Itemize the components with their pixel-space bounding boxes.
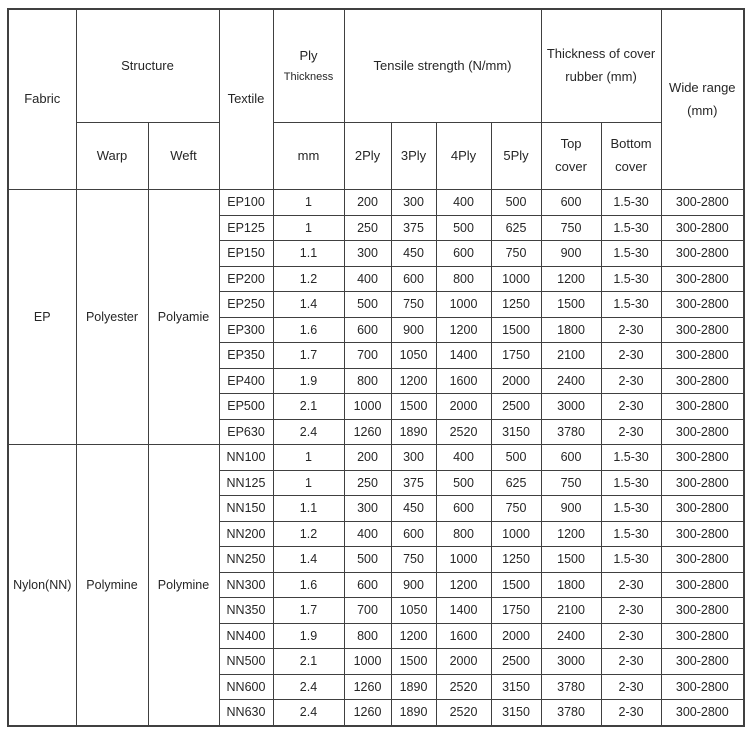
textile-cell: EP400 [219, 368, 273, 394]
top-cover-cell: 900 [541, 241, 601, 267]
wide-range-cell: 300-2800 [661, 623, 744, 649]
ply-thickness-cell: 2.4 [273, 674, 344, 700]
textile-cell: EP630 [219, 419, 273, 445]
2ply-cell: 200 [344, 445, 391, 471]
ply-thickness-line1: Ply [299, 48, 318, 63]
3ply-cell: 1050 [391, 343, 436, 369]
wide-range-cell: 300-2800 [661, 470, 744, 496]
3ply-cell: 450 [391, 496, 436, 522]
3ply-cell: 750 [391, 292, 436, 318]
ply-thickness-cell: 1.4 [273, 547, 344, 573]
textile-cell: NN100 [219, 445, 273, 471]
bottom-cover-cell: 2-30 [601, 572, 661, 598]
col-header-warp: Warp [76, 123, 148, 190]
textile-cell: NN150 [219, 496, 273, 522]
bottom-cover-cell: 2-30 [601, 700, 661, 726]
3ply-cell: 900 [391, 572, 436, 598]
4ply-cell: 1000 [436, 292, 491, 318]
top-cover-cell: 3780 [541, 674, 601, 700]
4ply-cell: 1200 [436, 317, 491, 343]
5ply-cell: 2000 [491, 368, 541, 394]
top-cover-cell: 1800 [541, 317, 601, 343]
5ply-cell: 500 [491, 190, 541, 216]
ply-thickness-cell: 1 [273, 190, 344, 216]
bottom-cover-cell: 1.5-30 [601, 292, 661, 318]
wide-range-cell: 300-2800 [661, 394, 744, 420]
col-header-ply-thickness [273, 9, 344, 123]
4ply-cell: 2520 [436, 700, 491, 726]
top-cover-cell: 750 [541, 215, 601, 241]
4ply-cell: 1200 [436, 572, 491, 598]
col-header-4ply: 4Ply [436, 123, 491, 190]
3ply-cell: 300 [391, 445, 436, 471]
top-cover-cell: 3000 [541, 649, 601, 675]
ply-thickness-cell: 2.1 [273, 649, 344, 675]
wide-range-cell: 300-2800 [661, 547, 744, 573]
bottom-cover-line2: cover [615, 159, 647, 174]
textile-cell: EP500 [219, 394, 273, 420]
4ply-cell: 400 [436, 445, 491, 471]
4ply-cell: 600 [436, 241, 491, 267]
2ply-cell: 700 [344, 343, 391, 369]
top-cover-cell: 2400 [541, 623, 601, 649]
wide-range-cell: 300-2800 [661, 241, 744, 267]
ply-thickness-cell: 1.4 [273, 292, 344, 318]
bottom-cover-cell: 2-30 [601, 598, 661, 624]
bottom-cover-cell: 2-30 [601, 419, 661, 445]
textile-cell: EP250 [219, 292, 273, 318]
ply-thickness-cell: 2.4 [273, 700, 344, 726]
bottom-cover-cell: 1.5-30 [601, 521, 661, 547]
2ply-cell: 400 [344, 266, 391, 292]
2ply-cell: 1260 [344, 674, 391, 700]
3ply-cell: 375 [391, 215, 436, 241]
2ply-cell: 500 [344, 547, 391, 573]
5ply-cell: 1500 [491, 317, 541, 343]
bottom-cover-cell: 1.5-30 [601, 496, 661, 522]
4ply-cell: 2000 [436, 649, 491, 675]
2ply-cell: 800 [344, 623, 391, 649]
5ply-cell: 625 [491, 215, 541, 241]
col-header-5ply: 5Ply [491, 123, 541, 190]
4ply-cell: 800 [436, 521, 491, 547]
top-cover-cell: 1800 [541, 572, 601, 598]
ply-thickness-cell: 1.6 [273, 317, 344, 343]
weft-group-cell: Polyamie [148, 190, 219, 445]
5ply-cell: 1250 [491, 292, 541, 318]
wide-range-cell: 300-2800 [661, 419, 744, 445]
4ply-cell: 1400 [436, 343, 491, 369]
ply-thickness-cell: 1.2 [273, 521, 344, 547]
ply-thickness-line2: Thickness [283, 70, 334, 83]
col-header-wide-range [661, 9, 744, 190]
textile-cell: NN200 [219, 521, 273, 547]
5ply-cell: 3150 [491, 700, 541, 726]
fabric-group-cell: Nylon(NN) [8, 445, 76, 726]
ply-thickness-cell: 2.1 [273, 394, 344, 420]
top-cover-cell: 3780 [541, 700, 601, 726]
2ply-cell: 250 [344, 215, 391, 241]
bottom-cover-cell: 2-30 [601, 623, 661, 649]
ply-thickness-cell: 1.2 [273, 266, 344, 292]
top-cover-cell: 1500 [541, 292, 601, 318]
4ply-cell: 1600 [436, 368, 491, 394]
5ply-cell: 750 [491, 241, 541, 267]
3ply-cell: 750 [391, 547, 436, 573]
4ply-cell: 800 [436, 266, 491, 292]
bottom-cover-cell: 2-30 [601, 674, 661, 700]
textile-cell: NN125 [219, 470, 273, 496]
3ply-cell: 1890 [391, 419, 436, 445]
col-header-tensile-strength: Tensile strength (N/mm) [344, 9, 541, 123]
col-header-mm-unit: mm [273, 123, 344, 190]
warp-group-cell: Polymine [76, 445, 148, 726]
2ply-cell: 300 [344, 241, 391, 267]
2ply-cell: 700 [344, 598, 391, 624]
4ply-cell: 600 [436, 496, 491, 522]
textile-cell: EP350 [219, 343, 273, 369]
2ply-cell: 1000 [344, 394, 391, 420]
4ply-cell: 2520 [436, 674, 491, 700]
wide-range-cell: 300-2800 [661, 317, 744, 343]
cover-rubber-line1: Thickness of cover [546, 46, 656, 62]
3ply-cell: 300 [391, 190, 436, 216]
table-body [8, 190, 744, 726]
col-header-weft: Weft [148, 123, 219, 190]
3ply-cell: 1200 [391, 623, 436, 649]
top-cover-cell: 600 [541, 445, 601, 471]
col-header-3ply: 3Ply [391, 123, 436, 190]
wide-range-cell: 300-2800 [661, 215, 744, 241]
2ply-cell: 500 [344, 292, 391, 318]
3ply-cell: 1500 [391, 394, 436, 420]
3ply-cell: 1890 [391, 700, 436, 726]
ply-thickness-cell: 1 [273, 215, 344, 241]
ply-thickness-cell: 1.9 [273, 623, 344, 649]
2ply-cell: 600 [344, 572, 391, 598]
top-cover-cell: 1500 [541, 547, 601, 573]
5ply-cell: 1250 [491, 547, 541, 573]
top-cover-cell: 600 [541, 190, 601, 216]
wide-range-cell: 300-2800 [661, 572, 744, 598]
bottom-cover-cell: 2-30 [601, 343, 661, 369]
top-cover-cell: 2400 [541, 368, 601, 394]
ply-thickness-cell: 1 [273, 470, 344, 496]
bottom-cover-cell: 2-30 [601, 649, 661, 675]
textile-cell: EP100 [219, 190, 273, 216]
top-cover-cell: 750 [541, 470, 601, 496]
wide-range-cell: 300-2800 [661, 190, 744, 216]
bottom-cover-cell: 1.5-30 [601, 470, 661, 496]
textile-cell: NN400 [219, 623, 273, 649]
col-header-textile: Textile [219, 9, 273, 190]
ply-thickness-cell: 1.7 [273, 343, 344, 369]
wide-range-cell: 300-2800 [661, 674, 744, 700]
ply-thickness-cell: 1.9 [273, 368, 344, 394]
wide-range-line1: Wide range [669, 79, 736, 95]
table-row [8, 190, 744, 216]
col-header-bottom-cover [601, 123, 661, 190]
5ply-cell: 1000 [491, 266, 541, 292]
wide-range-cell: 300-2800 [661, 496, 744, 522]
2ply-cell: 1260 [344, 700, 391, 726]
textile-cell: NN350 [219, 598, 273, 624]
cover-rubber-line2: rubber (mm) [565, 69, 637, 84]
2ply-cell: 600 [344, 317, 391, 343]
bottom-cover-cell: 1.5-30 [601, 190, 661, 216]
2ply-cell: 1260 [344, 419, 391, 445]
col-header-top-cover [541, 123, 601, 190]
2ply-cell: 800 [344, 368, 391, 394]
3ply-cell: 1200 [391, 368, 436, 394]
2ply-cell: 250 [344, 470, 391, 496]
top-cover-cell: 1200 [541, 266, 601, 292]
textile-cell: NN600 [219, 674, 273, 700]
3ply-cell: 600 [391, 266, 436, 292]
textile-cell: NN250 [219, 547, 273, 573]
textile-cell: NN500 [219, 649, 273, 675]
5ply-cell: 1500 [491, 572, 541, 598]
ply-thickness-cell: 2.4 [273, 419, 344, 445]
wide-range-cell: 300-2800 [661, 343, 744, 369]
2ply-cell: 200 [344, 190, 391, 216]
bottom-cover-cell: 1.5-30 [601, 445, 661, 471]
bottom-cover-cell: 1.5-30 [601, 266, 661, 292]
top-cover-cell: 2100 [541, 598, 601, 624]
top-cover-cell: 2100 [541, 343, 601, 369]
textile-cell: EP125 [219, 215, 273, 241]
4ply-cell: 2520 [436, 419, 491, 445]
bottom-cover-cell: 1.5-30 [601, 241, 661, 267]
textile-cell: NN630 [219, 700, 273, 726]
ply-thickness-cell: 1.7 [273, 598, 344, 624]
4ply-cell: 1000 [436, 547, 491, 573]
table-row [8, 445, 744, 471]
5ply-cell: 625 [491, 470, 541, 496]
4ply-cell: 500 [436, 215, 491, 241]
5ply-cell: 3150 [491, 419, 541, 445]
fabric-spec-table [7, 8, 745, 727]
col-header-structure: Structure [76, 9, 219, 123]
3ply-cell: 1050 [391, 598, 436, 624]
wide-range-cell: 300-2800 [661, 266, 744, 292]
col-header-2ply: 2Ply [344, 123, 391, 190]
2ply-cell: 1000 [344, 649, 391, 675]
top-cover-cell: 3780 [541, 419, 601, 445]
bottom-cover-cell: 1.5-30 [601, 547, 661, 573]
header-row-sub [8, 123, 744, 190]
top-cover-line2: cover [555, 159, 587, 174]
5ply-cell: 500 [491, 445, 541, 471]
3ply-cell: 1890 [391, 674, 436, 700]
ply-thickness-cell: 1.1 [273, 496, 344, 522]
2ply-cell: 400 [344, 521, 391, 547]
weft-group-cell: Polymine [148, 445, 219, 726]
2ply-cell: 300 [344, 496, 391, 522]
textile-cell: EP300 [219, 317, 273, 343]
wide-range-cell: 300-2800 [661, 598, 744, 624]
3ply-cell: 600 [391, 521, 436, 547]
wide-range-line2: (mm) [687, 102, 718, 118]
5ply-cell: 1750 [491, 598, 541, 624]
bottom-cover-cell: 2-30 [601, 368, 661, 394]
5ply-cell: 750 [491, 496, 541, 522]
5ply-cell: 2500 [491, 649, 541, 675]
bottom-cover-cell: 2-30 [601, 394, 661, 420]
ply-thickness-cell: 1.6 [273, 572, 344, 598]
5ply-cell: 2000 [491, 623, 541, 649]
3ply-cell: 375 [391, 470, 436, 496]
5ply-cell: 1750 [491, 343, 541, 369]
4ply-cell: 1600 [436, 623, 491, 649]
wide-range-cell: 300-2800 [661, 649, 744, 675]
4ply-cell: 1400 [436, 598, 491, 624]
wide-range-cell: 300-2800 [661, 700, 744, 726]
bottom-cover-line1: Bottom [610, 136, 652, 152]
bottom-cover-cell: 2-30 [601, 317, 661, 343]
3ply-cell: 1500 [391, 649, 436, 675]
3ply-cell: 900 [391, 317, 436, 343]
3ply-cell: 450 [391, 241, 436, 267]
top-cover-cell: 3000 [541, 394, 601, 420]
textile-cell: EP200 [219, 266, 273, 292]
textile-cell: NN300 [219, 572, 273, 598]
top-cover-line1: Top [560, 136, 582, 152]
5ply-cell: 3150 [491, 674, 541, 700]
5ply-cell: 2500 [491, 394, 541, 420]
textile-cell: EP150 [219, 241, 273, 267]
4ply-cell: 500 [436, 470, 491, 496]
ply-thickness-cell: 1.1 [273, 241, 344, 267]
col-header-fabric: Fabric [8, 9, 76, 190]
header-row-top [8, 9, 744, 123]
4ply-cell: 400 [436, 190, 491, 216]
col-header-cover-rubber [541, 9, 661, 123]
top-cover-cell: 900 [541, 496, 601, 522]
fabric-group-cell: EP [8, 190, 76, 445]
wide-range-cell: 300-2800 [661, 445, 744, 471]
wide-range-cell: 300-2800 [661, 292, 744, 318]
4ply-cell: 2000 [436, 394, 491, 420]
5ply-cell: 1000 [491, 521, 541, 547]
warp-group-cell: Polyester [76, 190, 148, 445]
top-cover-cell: 1200 [541, 521, 601, 547]
wide-range-cell: 300-2800 [661, 521, 744, 547]
bottom-cover-cell: 1.5-30 [601, 215, 661, 241]
ply-thickness-cell: 1 [273, 445, 344, 471]
wide-range-cell: 300-2800 [661, 368, 744, 394]
